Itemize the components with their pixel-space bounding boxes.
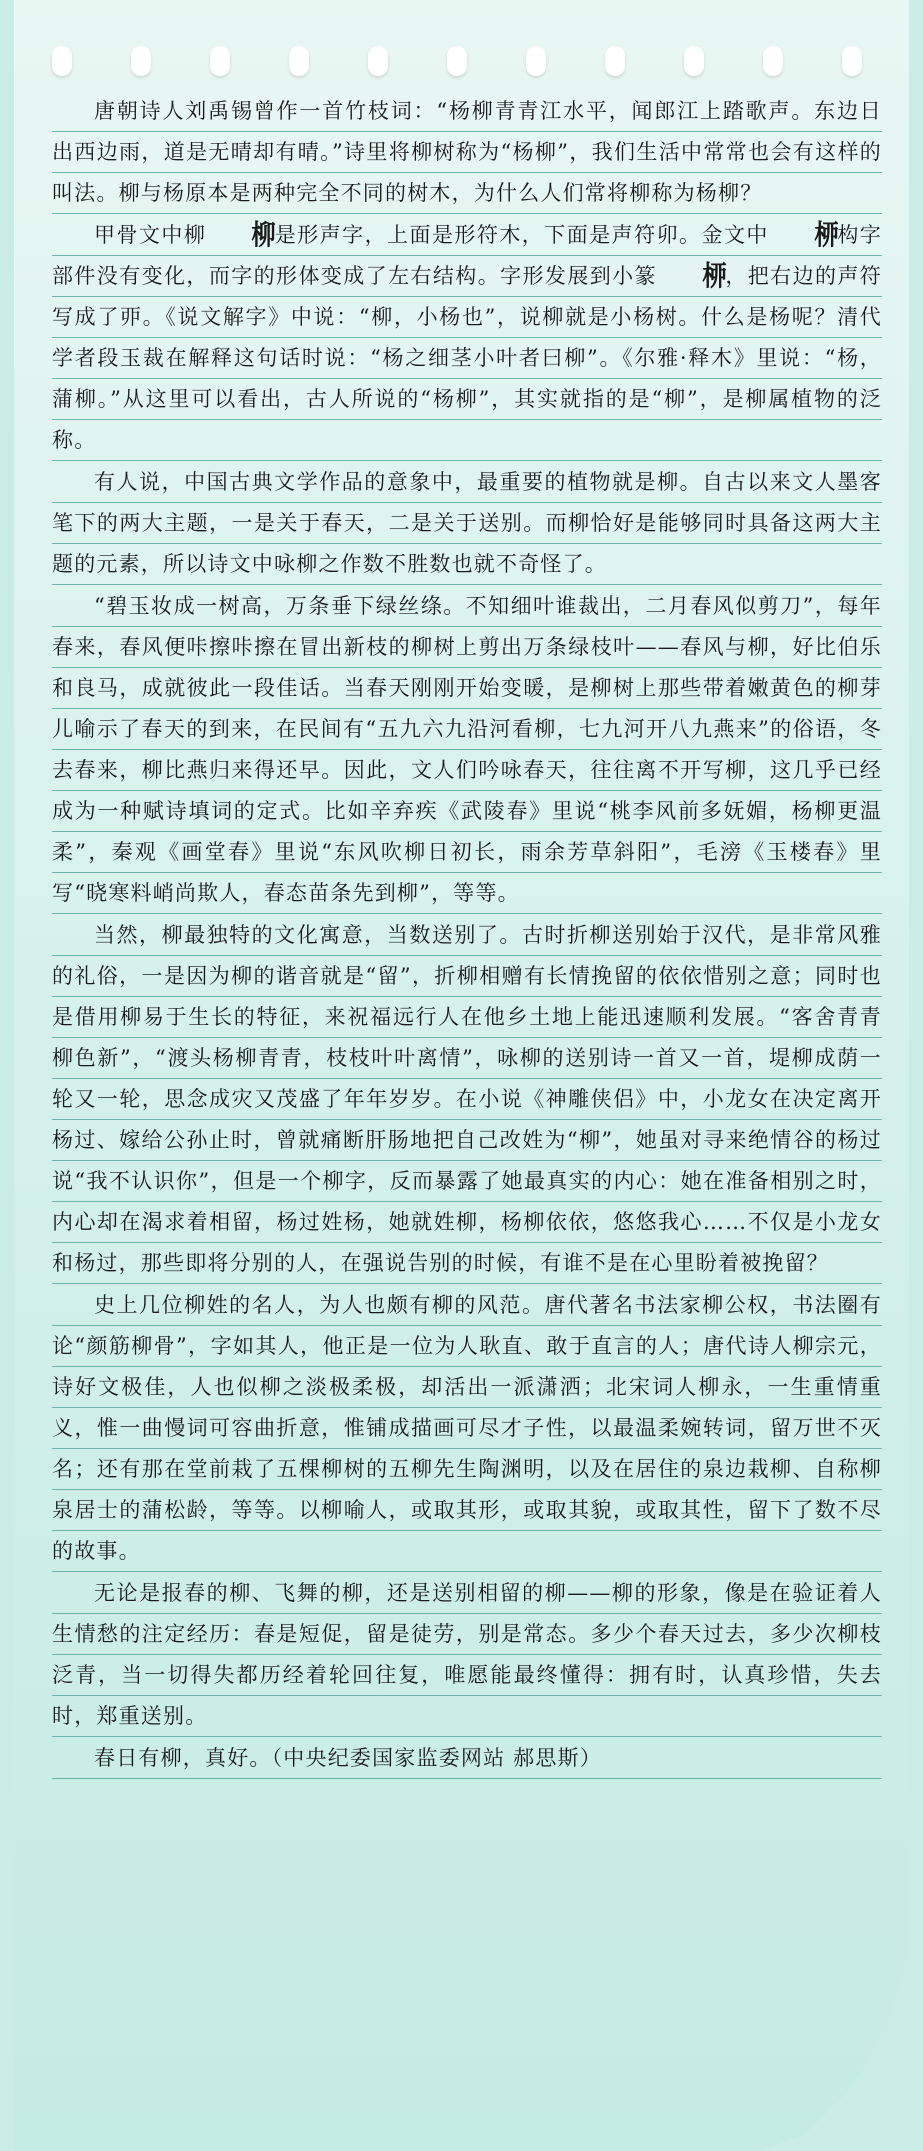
seal-script-liu-glyph-icon: 桺 [702, 260, 728, 292]
binder-hole [605, 46, 625, 76]
paragraph-text: 唐朝诗人刘禹锡曾作一首竹枝词：“杨柳青青江水平，闻郎江上踏歌声。东边日出西边雨，道是无晴却有晴。”诗里将柳树称为“杨柳”，我们生活中常常也会有这样的叫法。柳与杨原本是两种完全不同的树木，为什么人们常将柳称为杨柳？ [52, 99, 882, 205]
paragraph-spring [52, 586, 882, 914]
paragraph-themes [52, 462, 882, 585]
page-curl [759, 1951, 909, 2151]
binder-holes [52, 46, 871, 78]
paragraph-text: 构字部件没有变化，而字的形体变成了左右结构。字形发展到小篆 [52, 223, 882, 288]
paragraph-byline [52, 1738, 882, 1779]
paragraph-text: “碧玉妆成一树高，万条垂下绿丝绦。不知细叶谁裁出，二月春风似剪刀”，每年春来，春风便咔擦咔擦在冒出新枝的柳树上剪出万条绿枝叶——春风与柳，好比伯乐和良马，成就彼此一段佳话。当春天刚刚开始变暖，是柳树上那些带着嫩黄色的柳芽儿喻示了春天的到来，在民间有“五九六九沿河看柳，七九河开八九燕来”的俗语，冬去春来，柳比燕归来得还早。因此，文人们吟咏春天，往往离不开写柳，这几乎已经成为一种赋诗填词的定式。比如辛弃疾《武陵春》里说“桃李风前多妩媚，杨柳更温柔”，秦观《画堂春》里说“东风吹柳日初长，雨余芳草斜阳”，毛滂《玉楼春》里写“晓寒料峭尚欺人，春态苗条先到柳”，等等。 [52, 594, 882, 905]
paragraph-text: 无论是报春的柳、飞舞的柳，还是送别相留的柳——柳的形象，像是在验证着人生情愁的注定经历：春是短促，留是徒劳，别是常态。多少个春天过去，多少次柳枝泛青，当一切得失都历经着轮回往复，唯愿能最终懂得：拥有时，认真珍惜，失去时，郑重送别。 [52, 1581, 882, 1728]
paragraph-text: 史上几位柳姓的名人，为人也颇有柳的风范。唐代著名书法家柳公权，书法圈有论“颜筋柳骨”，字如其人，他正是一位为人耿直、敢于直言的人；唐代诗人柳宗元，诗好文极佳，人也似柳之淡极柔极，却活出一派潇洒；北宋词人柳永，一生重情重义，惟一曲慢词可容曲折意，惟铺成描画可尽才子性，以最温柔婉转词，留万世不灭名；还有那在堂前栽了五棵柳树的五柳先生陶渊明，以及在居住的泉边栽柳、自称柳泉居士的蒲松龄，等等。以柳喻人，或取其形，或取其貌，或取其性，留下了数不尽的故事。 [52, 1293, 882, 1563]
binder-hole [526, 46, 546, 76]
binder-hole [842, 46, 862, 76]
paragraph-farewell [52, 915, 882, 1284]
binder-hole [52, 46, 72, 76]
paragraph-text: 春日有柳，真好。（中央纪委国家监委网站 郝思斯） [94, 1746, 602, 1770]
binder-hole [289, 46, 309, 76]
paragraph-text: 是形声字，上面是形符木，下面是声符卯。金文中 [274, 223, 769, 247]
paragraph-etymology [52, 215, 882, 461]
paragraph-intro [52, 91, 882, 214]
paragraph-text: ，把右边的声符写成了丣。《说文解字》中说：“柳，小杨也”，说柳就是小杨树。什么是杨呢？清代学者段玉裁在解释这句话时说：“杨之细茎小叶者曰柳”。《尔雅·释木》里说：“杨，蒲柳。”从这里可以看出，古人所说的“杨柳”，其实就指的是“柳”，是柳属植物的泛称。 [52, 264, 882, 452]
notebook-page [14, 0, 909, 2151]
binder-hole [210, 46, 230, 76]
bronze-script-liu-glyph-icon: 桺 [814, 219, 840, 251]
binder-hole [447, 46, 467, 76]
binder-hole [763, 46, 783, 76]
article-body [52, 91, 882, 1780]
paragraph-text: 甲骨文中柳 [94, 223, 207, 247]
paragraph-text: 有人说，中国古典文学作品的意象中，最重要的植物就是柳。自古以来文人墨客笔下的两大主题，一是关于春天，二是关于送别。而柳恰好是能够同时具备这两大主题的元素，所以诗文中咏柳之作数不胜数也就不奇怪了。 [52, 470, 882, 576]
paragraph-famous-liu [52, 1285, 882, 1572]
oracle-bone-liu-glyph-icon: 柳 [251, 219, 278, 251]
binder-hole [684, 46, 704, 76]
binder-hole [131, 46, 151, 76]
paragraph-conclusion [52, 1573, 882, 1737]
paragraph-text: 当然，柳最独特的文化寓意，当数送别了。古时折柳送别始于汉代，是非常风雅的礼俗，一是因为柳的谐音就是“留”，折柳相赠有长情挽留的依依惜别之意；同时也是借用柳易于生长的特征，来祝福远行人在他乡土地上能迅速顺利发展。“客舍青青柳色新”，“渡头杨柳青青，枝枝叶叶离情”，咏柳的送别诗一首又一首，堤柳成荫一轮又一轮，思念成灾又茂盛了年年岁岁。在小说《神雕侠侣》中，小龙女在决定离开杨过、嫁给公孙止时，曾就痛断肝肠地把自己改姓为“柳”，她虽对寻来绝情谷的杨过说“我不认识你”，但是一个柳字，反而暴露了她最真实的内心：她在准备相别之时，内心却在渴求着相留，杨过姓杨，她就姓柳，杨柳依依，悠悠我心……不仅是小龙女和杨过，那些即将分别的人，在强说告别的时候，有谁不是在心里盼着被挽留？ [52, 923, 882, 1275]
binder-hole [368, 46, 388, 76]
